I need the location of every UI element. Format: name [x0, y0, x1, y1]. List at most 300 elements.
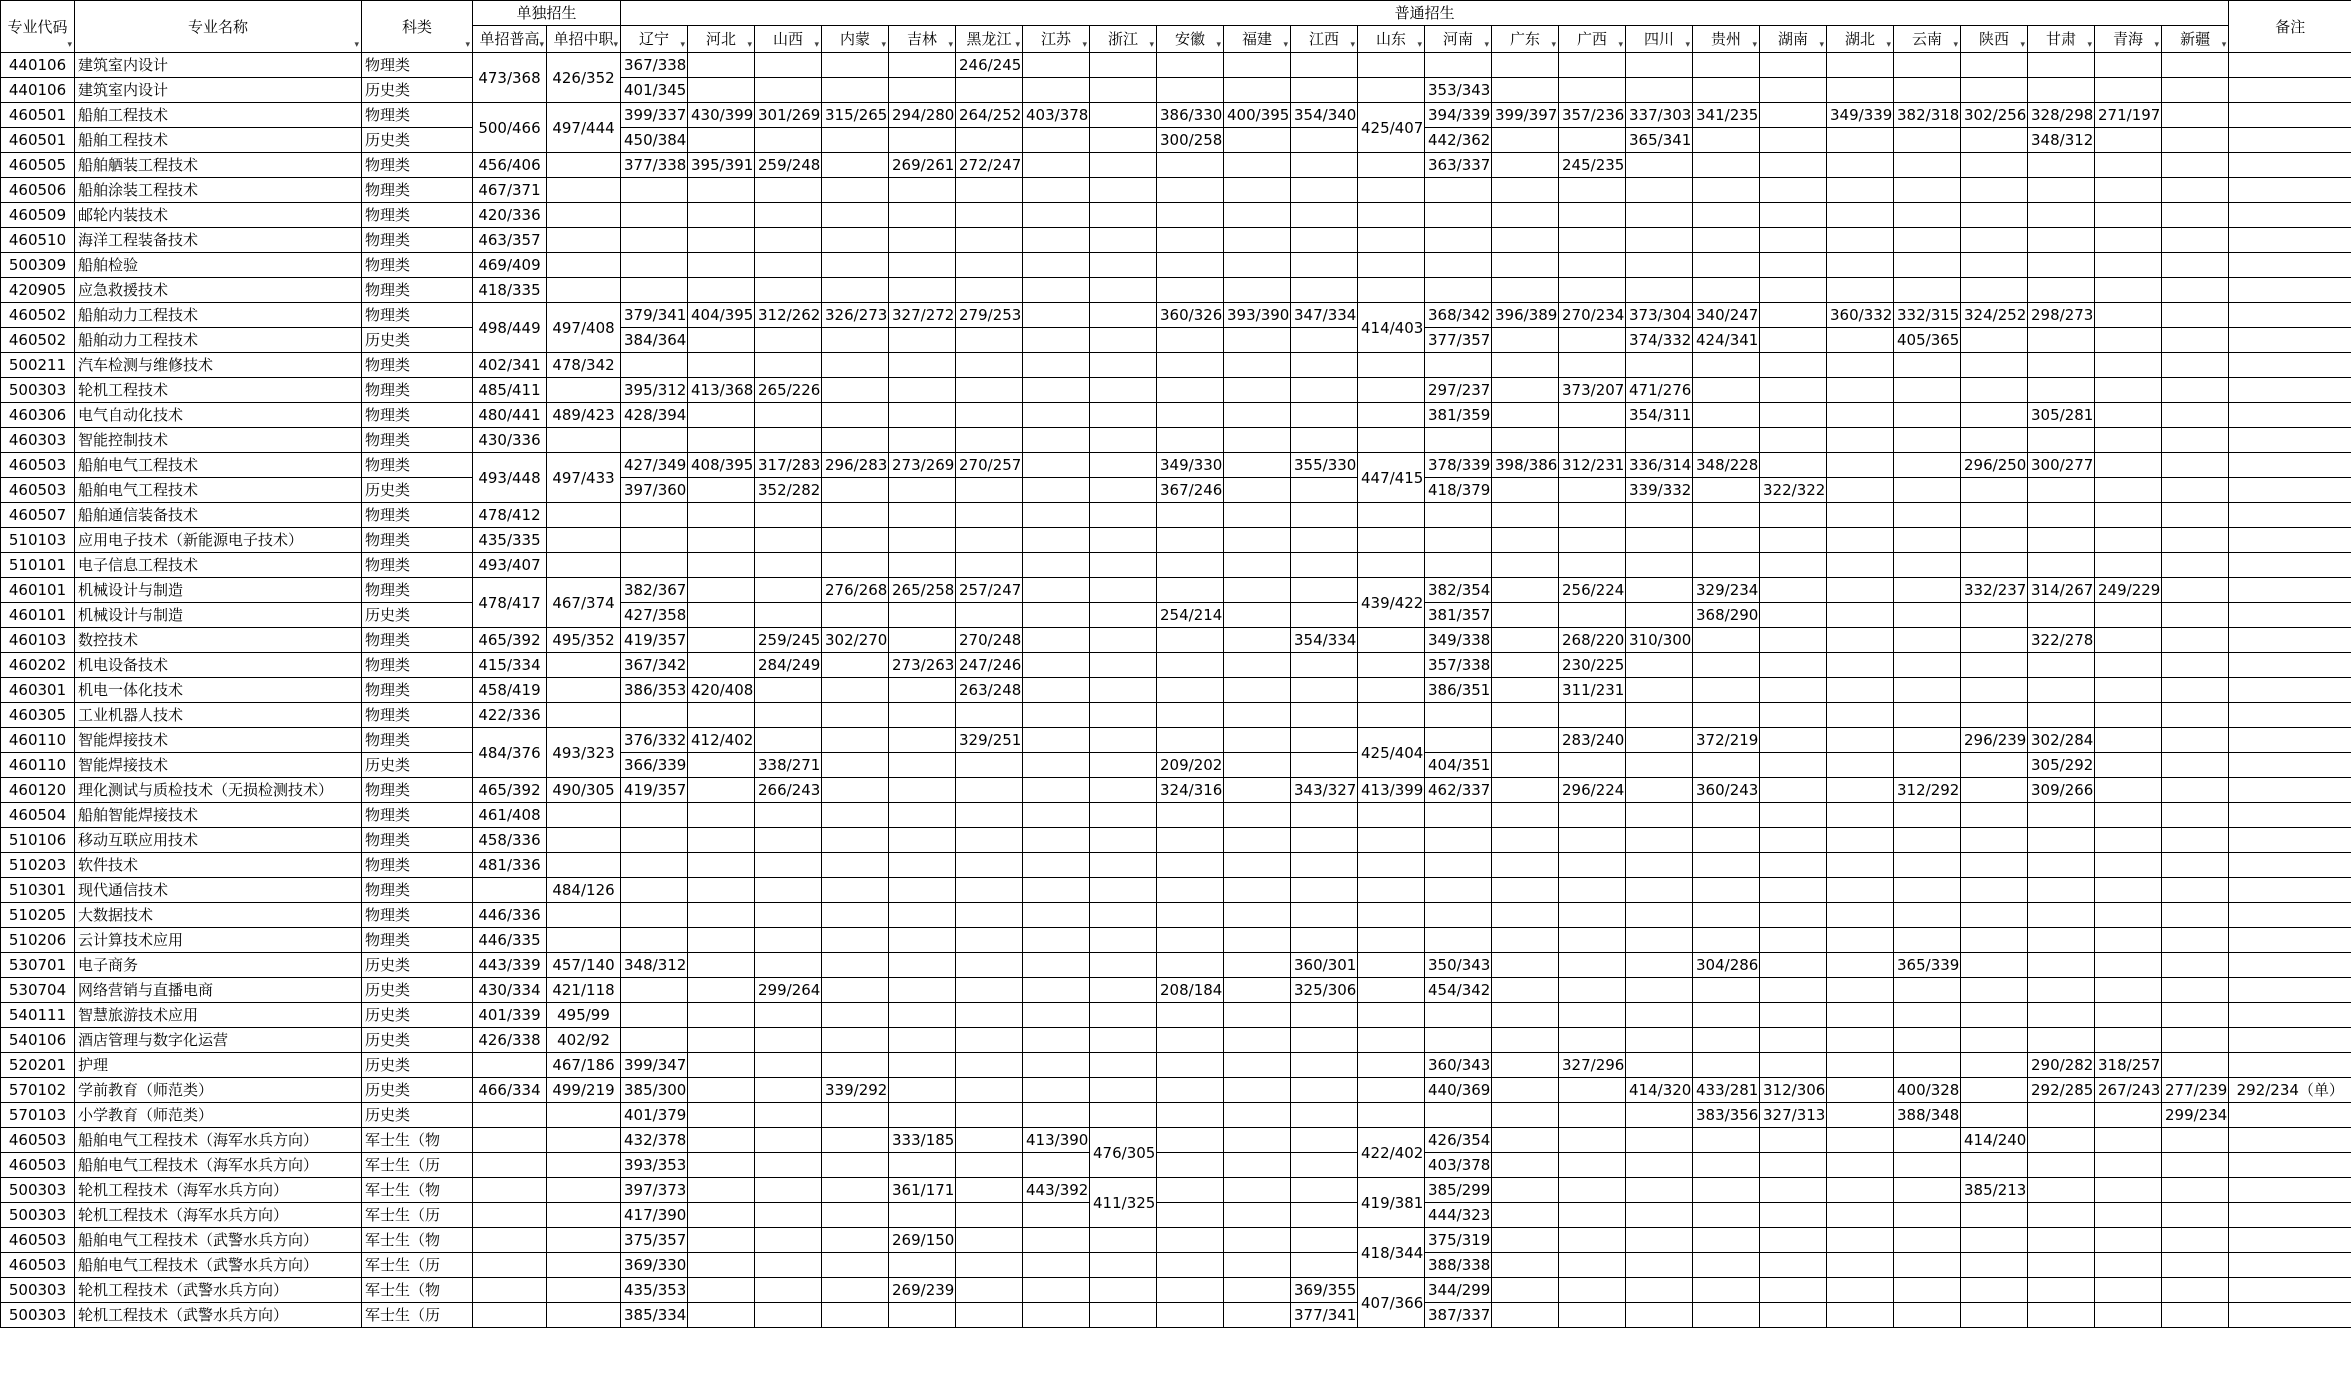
remark-cell[interactable]	[2229, 1028, 2351, 1053]
score-cell[interactable]	[822, 1278, 889, 1303]
score-cell[interactable]: 333/185	[889, 1128, 956, 1153]
score-cell[interactable]	[1358, 1078, 1425, 1103]
score-cell[interactable]	[889, 553, 956, 578]
score-cell[interactable]	[1894, 678, 1961, 703]
score-cell[interactable]	[1559, 1028, 1626, 1053]
score-cell[interactable]	[1023, 603, 1090, 628]
score-cell[interactable]	[755, 403, 822, 428]
score-cell[interactable]	[1291, 578, 1358, 603]
score-cell[interactable]	[1492, 778, 1559, 803]
score-cell[interactable]: 318/257	[2095, 1053, 2162, 1078]
score-cell[interactable]	[2162, 203, 2229, 228]
score-cell[interactable]	[1090, 353, 1157, 378]
major-code-cell[interactable]: 500303	[1, 1178, 75, 1203]
score-cell[interactable]	[1760, 1203, 1827, 1228]
score-cell[interactable]	[822, 928, 889, 953]
score-cell[interactable]	[1023, 903, 1090, 928]
score-cell[interactable]	[755, 1228, 822, 1253]
score-cell[interactable]	[688, 703, 755, 728]
score-cell[interactable]	[1224, 78, 1291, 103]
score-cell[interactable]	[1291, 653, 1358, 678]
major-name-cell[interactable]: 学前教育（师范类）	[75, 1078, 362, 1103]
score-cell[interactable]	[1693, 753, 1760, 778]
score-cell[interactable]	[2028, 1003, 2095, 1028]
score-cell[interactable]	[2162, 928, 2229, 953]
score-cell[interactable]	[1894, 228, 1961, 253]
filter-dropdown-icon[interactable]: ▾	[1752, 40, 1758, 50]
score-cell[interactable]	[1827, 1028, 1894, 1053]
remark-cell[interactable]	[2229, 878, 2351, 903]
score-cell[interactable]	[688, 1103, 755, 1128]
major-name-cell[interactable]: 网络营销与直播电商	[75, 978, 362, 1003]
score-cell[interactable]: 476/305	[1090, 1128, 1157, 1178]
score-cell[interactable]	[1023, 253, 1090, 278]
score-cell[interactable]	[1961, 778, 2028, 803]
score-cell[interactable]	[956, 178, 1023, 203]
score-cell[interactable]	[956, 378, 1023, 403]
score-cell[interactable]: 435/353	[621, 1278, 688, 1303]
score-cell[interactable]	[1224, 1003, 1291, 1028]
score-cell[interactable]	[889, 678, 956, 703]
score-cell[interactable]	[1760, 1028, 1827, 1053]
score-cell[interactable]	[2028, 528, 2095, 553]
score-cell[interactable]: 405/365	[1894, 328, 1961, 353]
major-name-cell[interactable]: 工业机器人技术	[75, 703, 362, 728]
score-cell[interactable]	[1224, 503, 1291, 528]
score-cell[interactable]: 355/330	[1291, 453, 1358, 478]
score-cell[interactable]	[1157, 1053, 1224, 1078]
remark-cell[interactable]	[2229, 178, 2351, 203]
score-cell[interactable]	[1090, 953, 1157, 978]
score-cell[interactable]: 349/330	[1157, 453, 1224, 478]
score-cell[interactable]	[1425, 853, 1492, 878]
score-cell[interactable]	[755, 78, 822, 103]
score-cell[interactable]: 265/226	[755, 378, 822, 403]
score-cell[interactable]: 299/234	[2162, 1103, 2229, 1128]
score-cell[interactable]	[1961, 403, 2028, 428]
score-cell[interactable]	[889, 1003, 956, 1028]
column-header[interactable]	[1827, 26, 1894, 53]
score-cell[interactable]	[956, 1078, 1023, 1103]
score-cell[interactable]	[547, 1178, 621, 1203]
score-cell[interactable]	[1157, 228, 1224, 253]
score-cell[interactable]: 419/357	[621, 778, 688, 803]
score-cell[interactable]	[1358, 928, 1425, 953]
score-cell[interactable]	[889, 803, 956, 828]
score-cell[interactable]	[1626, 553, 1693, 578]
score-cell[interactable]: 361/171	[889, 1178, 956, 1203]
score-cell[interactable]	[1961, 128, 2028, 153]
header-category[interactable]	[362, 1, 473, 53]
column-header[interactable]	[1023, 26, 1090, 53]
score-cell[interactable]	[1827, 128, 1894, 153]
score-cell[interactable]: 485/411	[473, 378, 547, 403]
score-cell[interactable]	[1090, 803, 1157, 828]
score-cell[interactable]	[1358, 53, 1425, 78]
remark-cell[interactable]	[2229, 428, 2351, 453]
score-cell[interactable]	[1760, 1278, 1827, 1303]
score-cell[interactable]	[1827, 728, 1894, 753]
score-cell[interactable]	[1760, 303, 1827, 328]
score-cell[interactable]	[547, 178, 621, 203]
score-cell[interactable]	[1023, 78, 1090, 103]
score-cell[interactable]: 311/231	[1559, 678, 1626, 703]
score-cell[interactable]	[1492, 1128, 1559, 1153]
score-cell[interactable]	[1492, 1278, 1559, 1303]
score-cell[interactable]	[1090, 178, 1157, 203]
score-cell[interactable]	[1961, 1203, 2028, 1228]
score-cell[interactable]: 322/322	[1760, 478, 1827, 503]
score-cell[interactable]: 354/334	[1291, 628, 1358, 653]
score-cell[interactable]	[1559, 428, 1626, 453]
score-cell[interactable]: 495/99	[547, 1003, 621, 1028]
score-cell[interactable]	[2162, 953, 2229, 978]
score-cell[interactable]	[1626, 803, 1693, 828]
score-cell[interactable]: 456/406	[473, 153, 547, 178]
score-cell[interactable]	[1827, 978, 1894, 1003]
score-cell[interactable]: 383/356	[1693, 1103, 1760, 1128]
score-cell[interactable]: 357/338	[1425, 653, 1492, 678]
major-name-cell[interactable]: 护理	[75, 1053, 362, 1078]
score-cell[interactable]	[1693, 803, 1760, 828]
score-cell[interactable]	[1090, 628, 1157, 653]
score-cell[interactable]	[822, 828, 889, 853]
score-cell[interactable]	[822, 128, 889, 153]
score-cell[interactable]	[1157, 1253, 1224, 1278]
score-cell[interactable]	[2095, 778, 2162, 803]
score-cell[interactable]	[1358, 203, 1425, 228]
score-cell[interactable]	[688, 653, 755, 678]
score-cell[interactable]	[2028, 78, 2095, 103]
score-cell[interactable]	[1492, 128, 1559, 153]
score-cell[interactable]	[956, 1303, 1023, 1328]
score-cell[interactable]	[2095, 53, 2162, 78]
score-cell[interactable]	[1961, 878, 2028, 903]
score-cell[interactable]	[889, 253, 956, 278]
score-cell[interactable]	[1291, 928, 1358, 953]
score-cell[interactable]	[1157, 1128, 1224, 1153]
score-cell[interactable]: 382/318	[1894, 103, 1961, 128]
category-cell[interactable]: 物理类	[362, 378, 473, 403]
score-cell[interactable]	[1090, 828, 1157, 853]
major-name-cell[interactable]: 船舶动力工程技术	[75, 328, 362, 353]
score-cell[interactable]: 369/330	[621, 1253, 688, 1278]
score-cell[interactable]: 440/369	[1425, 1078, 1492, 1103]
column-header[interactable]	[1894, 26, 1961, 53]
score-cell[interactable]	[1358, 878, 1425, 903]
score-cell[interactable]	[1626, 603, 1693, 628]
score-cell[interactable]: 433/281	[1693, 1078, 1760, 1103]
score-cell[interactable]	[1693, 628, 1760, 653]
score-cell[interactable]	[1425, 828, 1492, 853]
remark-cell[interactable]	[2229, 1153, 2351, 1178]
major-name-cell[interactable]: 大数据技术	[75, 903, 362, 928]
score-cell[interactable]: 208/184	[1157, 978, 1224, 1003]
category-cell[interactable]: 物理类	[362, 653, 473, 678]
score-cell[interactable]	[1291, 178, 1358, 203]
score-cell[interactable]	[956, 1178, 1023, 1203]
score-cell[interactable]	[755, 928, 822, 953]
score-cell[interactable]: 349/338	[1425, 628, 1492, 653]
score-cell[interactable]: 230/225	[1559, 653, 1626, 678]
score-cell[interactable]	[1693, 1303, 1760, 1328]
major-name-cell[interactable]: 智能焊接技术	[75, 753, 362, 778]
remark-cell[interactable]	[2229, 303, 2351, 328]
score-cell[interactable]	[1827, 1053, 1894, 1078]
score-cell[interactable]	[822, 1203, 889, 1228]
score-cell[interactable]: 304/286	[1693, 953, 1760, 978]
score-cell[interactable]	[2162, 678, 2229, 703]
remark-cell[interactable]	[2229, 603, 2351, 628]
score-cell[interactable]	[1894, 578, 1961, 603]
major-code-cell[interactable]: 540106	[1, 1028, 75, 1053]
score-cell[interactable]: 312/306	[1760, 1078, 1827, 1103]
score-cell[interactable]	[1224, 553, 1291, 578]
score-cell[interactable]	[1492, 178, 1559, 203]
score-cell[interactable]	[889, 1078, 956, 1103]
score-cell[interactable]	[1492, 703, 1559, 728]
filter-dropdown-icon[interactable]: ▾	[1015, 40, 1021, 50]
score-cell[interactable]	[547, 228, 621, 253]
score-cell[interactable]: 403/378	[1425, 1153, 1492, 1178]
score-cell[interactable]	[1760, 878, 1827, 903]
score-cell[interactable]: 263/248	[956, 678, 1023, 703]
score-cell[interactable]	[1559, 753, 1626, 778]
score-cell[interactable]: 360/301	[1291, 953, 1358, 978]
remark-cell[interactable]	[2229, 278, 2351, 303]
score-cell[interactable]	[956, 278, 1023, 303]
score-cell[interactable]	[1157, 428, 1224, 453]
score-cell[interactable]	[1961, 678, 2028, 703]
score-cell[interactable]	[1291, 828, 1358, 853]
score-cell[interactable]	[2028, 878, 2095, 903]
column-header[interactable]	[2028, 26, 2095, 53]
score-cell[interactable]: 461/408	[473, 803, 547, 828]
score-cell[interactable]	[1827, 853, 1894, 878]
score-cell[interactable]	[1157, 878, 1224, 903]
score-cell[interactable]	[889, 128, 956, 153]
column-header[interactable]	[956, 26, 1023, 53]
major-code-cell[interactable]: 460306	[1, 403, 75, 428]
category-cell[interactable]: 物理类	[362, 303, 473, 328]
score-cell[interactable]	[822, 853, 889, 878]
score-cell[interactable]	[1090, 1028, 1157, 1053]
score-cell[interactable]	[1358, 953, 1425, 978]
score-cell[interactable]	[2095, 878, 2162, 903]
remark-cell[interactable]	[2229, 328, 2351, 353]
score-cell[interactable]	[1827, 928, 1894, 953]
score-cell[interactable]	[2095, 1253, 2162, 1278]
score-cell[interactable]	[1961, 178, 2028, 203]
score-cell[interactable]: 421/118	[547, 978, 621, 1003]
score-cell[interactable]	[1425, 253, 1492, 278]
column-header[interactable]	[1358, 26, 1425, 53]
score-cell[interactable]	[1894, 978, 1961, 1003]
score-cell[interactable]	[2028, 1153, 2095, 1178]
category-cell[interactable]: 军士生（物	[362, 1128, 473, 1153]
score-cell[interactable]	[822, 528, 889, 553]
score-cell[interactable]	[822, 1153, 889, 1178]
score-cell[interactable]	[1358, 78, 1425, 103]
score-cell[interactable]	[1626, 528, 1693, 553]
score-cell[interactable]: 467/374	[547, 578, 621, 628]
score-cell[interactable]	[1626, 1203, 1693, 1228]
score-cell[interactable]: 290/282	[2028, 1053, 2095, 1078]
remark-cell[interactable]	[2229, 553, 2351, 578]
score-cell[interactable]	[889, 603, 956, 628]
score-cell[interactable]: 408/395	[688, 453, 755, 478]
score-cell[interactable]	[889, 1303, 956, 1328]
major-code-cell[interactable]: 510101	[1, 553, 75, 578]
score-cell[interactable]	[1090, 653, 1157, 678]
category-cell[interactable]: 物理类	[362, 178, 473, 203]
score-cell[interactable]	[956, 1153, 1023, 1178]
column-header[interactable]	[1559, 26, 1626, 53]
score-cell[interactable]: 397/360	[621, 478, 688, 503]
remark-cell[interactable]	[2229, 1103, 2351, 1128]
score-cell[interactable]	[547, 553, 621, 578]
score-cell[interactable]: 385/299	[1425, 1178, 1492, 1203]
score-cell[interactable]	[1291, 128, 1358, 153]
score-cell[interactable]: 388/348	[1894, 1103, 1961, 1128]
score-cell[interactable]	[755, 1003, 822, 1028]
score-cell[interactable]	[2095, 178, 2162, 203]
score-cell[interactable]	[2095, 1228, 2162, 1253]
score-cell[interactable]	[1559, 228, 1626, 253]
score-cell[interactable]	[473, 1303, 547, 1328]
score-cell[interactable]	[1827, 378, 1894, 403]
score-cell[interactable]	[2095, 603, 2162, 628]
filter-dropdown-icon[interactable]: ▾	[1886, 40, 1892, 50]
score-cell[interactable]: 312/231	[1559, 453, 1626, 478]
category-cell[interactable]: 历史类	[362, 328, 473, 353]
score-cell[interactable]	[1827, 903, 1894, 928]
score-cell[interactable]	[956, 478, 1023, 503]
score-cell[interactable]	[1358, 253, 1425, 278]
score-cell[interactable]	[2095, 78, 2162, 103]
score-cell[interactable]	[2162, 453, 2229, 478]
score-cell[interactable]	[1827, 678, 1894, 703]
score-cell[interactable]	[1626, 953, 1693, 978]
remark-cell[interactable]	[2229, 678, 2351, 703]
score-cell[interactable]	[1626, 78, 1693, 103]
score-cell[interactable]	[1492, 728, 1559, 753]
score-cell[interactable]	[1894, 1128, 1961, 1153]
score-cell[interactable]	[1023, 328, 1090, 353]
score-cell[interactable]	[1559, 78, 1626, 103]
score-cell[interactable]	[2095, 703, 2162, 728]
major-code-cell[interactable]: 460507	[1, 503, 75, 528]
score-cell[interactable]	[1559, 1278, 1626, 1303]
score-cell[interactable]	[1425, 803, 1492, 828]
score-cell[interactable]	[1157, 828, 1224, 853]
score-cell[interactable]: 328/298	[2028, 103, 2095, 128]
score-cell[interactable]	[1157, 903, 1224, 928]
score-cell[interactable]	[1157, 403, 1224, 428]
filter-dropdown-icon[interactable]: ▾	[613, 40, 619, 50]
score-cell[interactable]	[688, 1303, 755, 1328]
score-cell[interactable]	[1559, 253, 1626, 278]
score-cell[interactable]	[688, 1278, 755, 1303]
score-cell[interactable]	[1291, 428, 1358, 453]
score-cell[interactable]	[1827, 203, 1894, 228]
score-cell[interactable]	[2162, 303, 2229, 328]
score-cell[interactable]	[1090, 578, 1157, 603]
score-cell[interactable]	[2162, 403, 2229, 428]
score-cell[interactable]: 292/285	[2028, 1078, 2095, 1103]
score-cell[interactable]: 360/343	[1425, 1053, 1492, 1078]
remark-cell[interactable]	[2229, 1228, 2351, 1253]
score-cell[interactable]	[1693, 78, 1760, 103]
score-cell[interactable]	[1090, 603, 1157, 628]
score-cell[interactable]	[2028, 703, 2095, 728]
score-cell[interactable]	[547, 803, 621, 828]
score-cell[interactable]	[1358, 853, 1425, 878]
score-cell[interactable]	[1090, 753, 1157, 778]
score-cell[interactable]	[755, 328, 822, 353]
score-cell[interactable]	[1358, 678, 1425, 703]
score-cell[interactable]	[2095, 253, 2162, 278]
score-cell[interactable]: 462/337	[1425, 778, 1492, 803]
score-cell[interactable]: 265/258	[889, 578, 956, 603]
score-cell[interactable]	[1827, 1078, 1894, 1103]
score-cell[interactable]	[1023, 1228, 1090, 1253]
remark-cell[interactable]	[2229, 653, 2351, 678]
category-cell[interactable]: 物理类	[362, 203, 473, 228]
score-cell[interactable]	[2162, 1303, 2229, 1328]
score-cell[interactable]	[2095, 853, 2162, 878]
score-cell[interactable]	[1827, 253, 1894, 278]
score-cell[interactable]	[1023, 678, 1090, 703]
category-cell[interactable]: 军士生（历	[362, 1203, 473, 1228]
score-cell[interactable]	[1492, 528, 1559, 553]
score-cell[interactable]	[473, 1178, 547, 1203]
score-cell[interactable]	[1894, 178, 1961, 203]
score-cell[interactable]	[1559, 1178, 1626, 1203]
score-cell[interactable]	[1291, 1028, 1358, 1053]
score-cell[interactable]: 257/247	[956, 578, 1023, 603]
score-cell[interactable]	[1961, 528, 2028, 553]
score-cell[interactable]	[688, 1228, 755, 1253]
score-cell[interactable]: 350/343	[1425, 953, 1492, 978]
score-cell[interactable]	[1894, 153, 1961, 178]
score-cell[interactable]	[1157, 203, 1224, 228]
score-cell[interactable]	[1157, 353, 1224, 378]
filter-dropdown-icon[interactable]: ▾	[1283, 40, 1289, 50]
score-cell[interactable]: 276/268	[822, 578, 889, 603]
score-cell[interactable]	[1358, 628, 1425, 653]
score-cell[interactable]	[1090, 478, 1157, 503]
score-cell[interactable]	[1492, 628, 1559, 653]
score-cell[interactable]	[1023, 1253, 1090, 1278]
score-cell[interactable]	[1358, 378, 1425, 403]
score-cell[interactable]	[621, 928, 688, 953]
header-major-name[interactable]	[75, 1, 362, 53]
score-cell[interactable]	[1626, 853, 1693, 878]
score-cell[interactable]: 273/263	[889, 653, 956, 678]
score-cell[interactable]	[1626, 903, 1693, 928]
remark-cell[interactable]	[2229, 378, 2351, 403]
score-cell[interactable]: 360/326	[1157, 303, 1224, 328]
score-cell[interactable]	[1425, 1103, 1492, 1128]
major-name-cell[interactable]: 酒店管理与数字化运营	[75, 1028, 362, 1053]
score-cell[interactable]	[1559, 353, 1626, 378]
score-cell[interactable]	[1291, 153, 1358, 178]
score-cell[interactable]	[1827, 603, 1894, 628]
score-cell[interactable]	[2028, 803, 2095, 828]
score-cell[interactable]	[1626, 153, 1693, 178]
category-cell[interactable]: 物理类	[362, 403, 473, 428]
